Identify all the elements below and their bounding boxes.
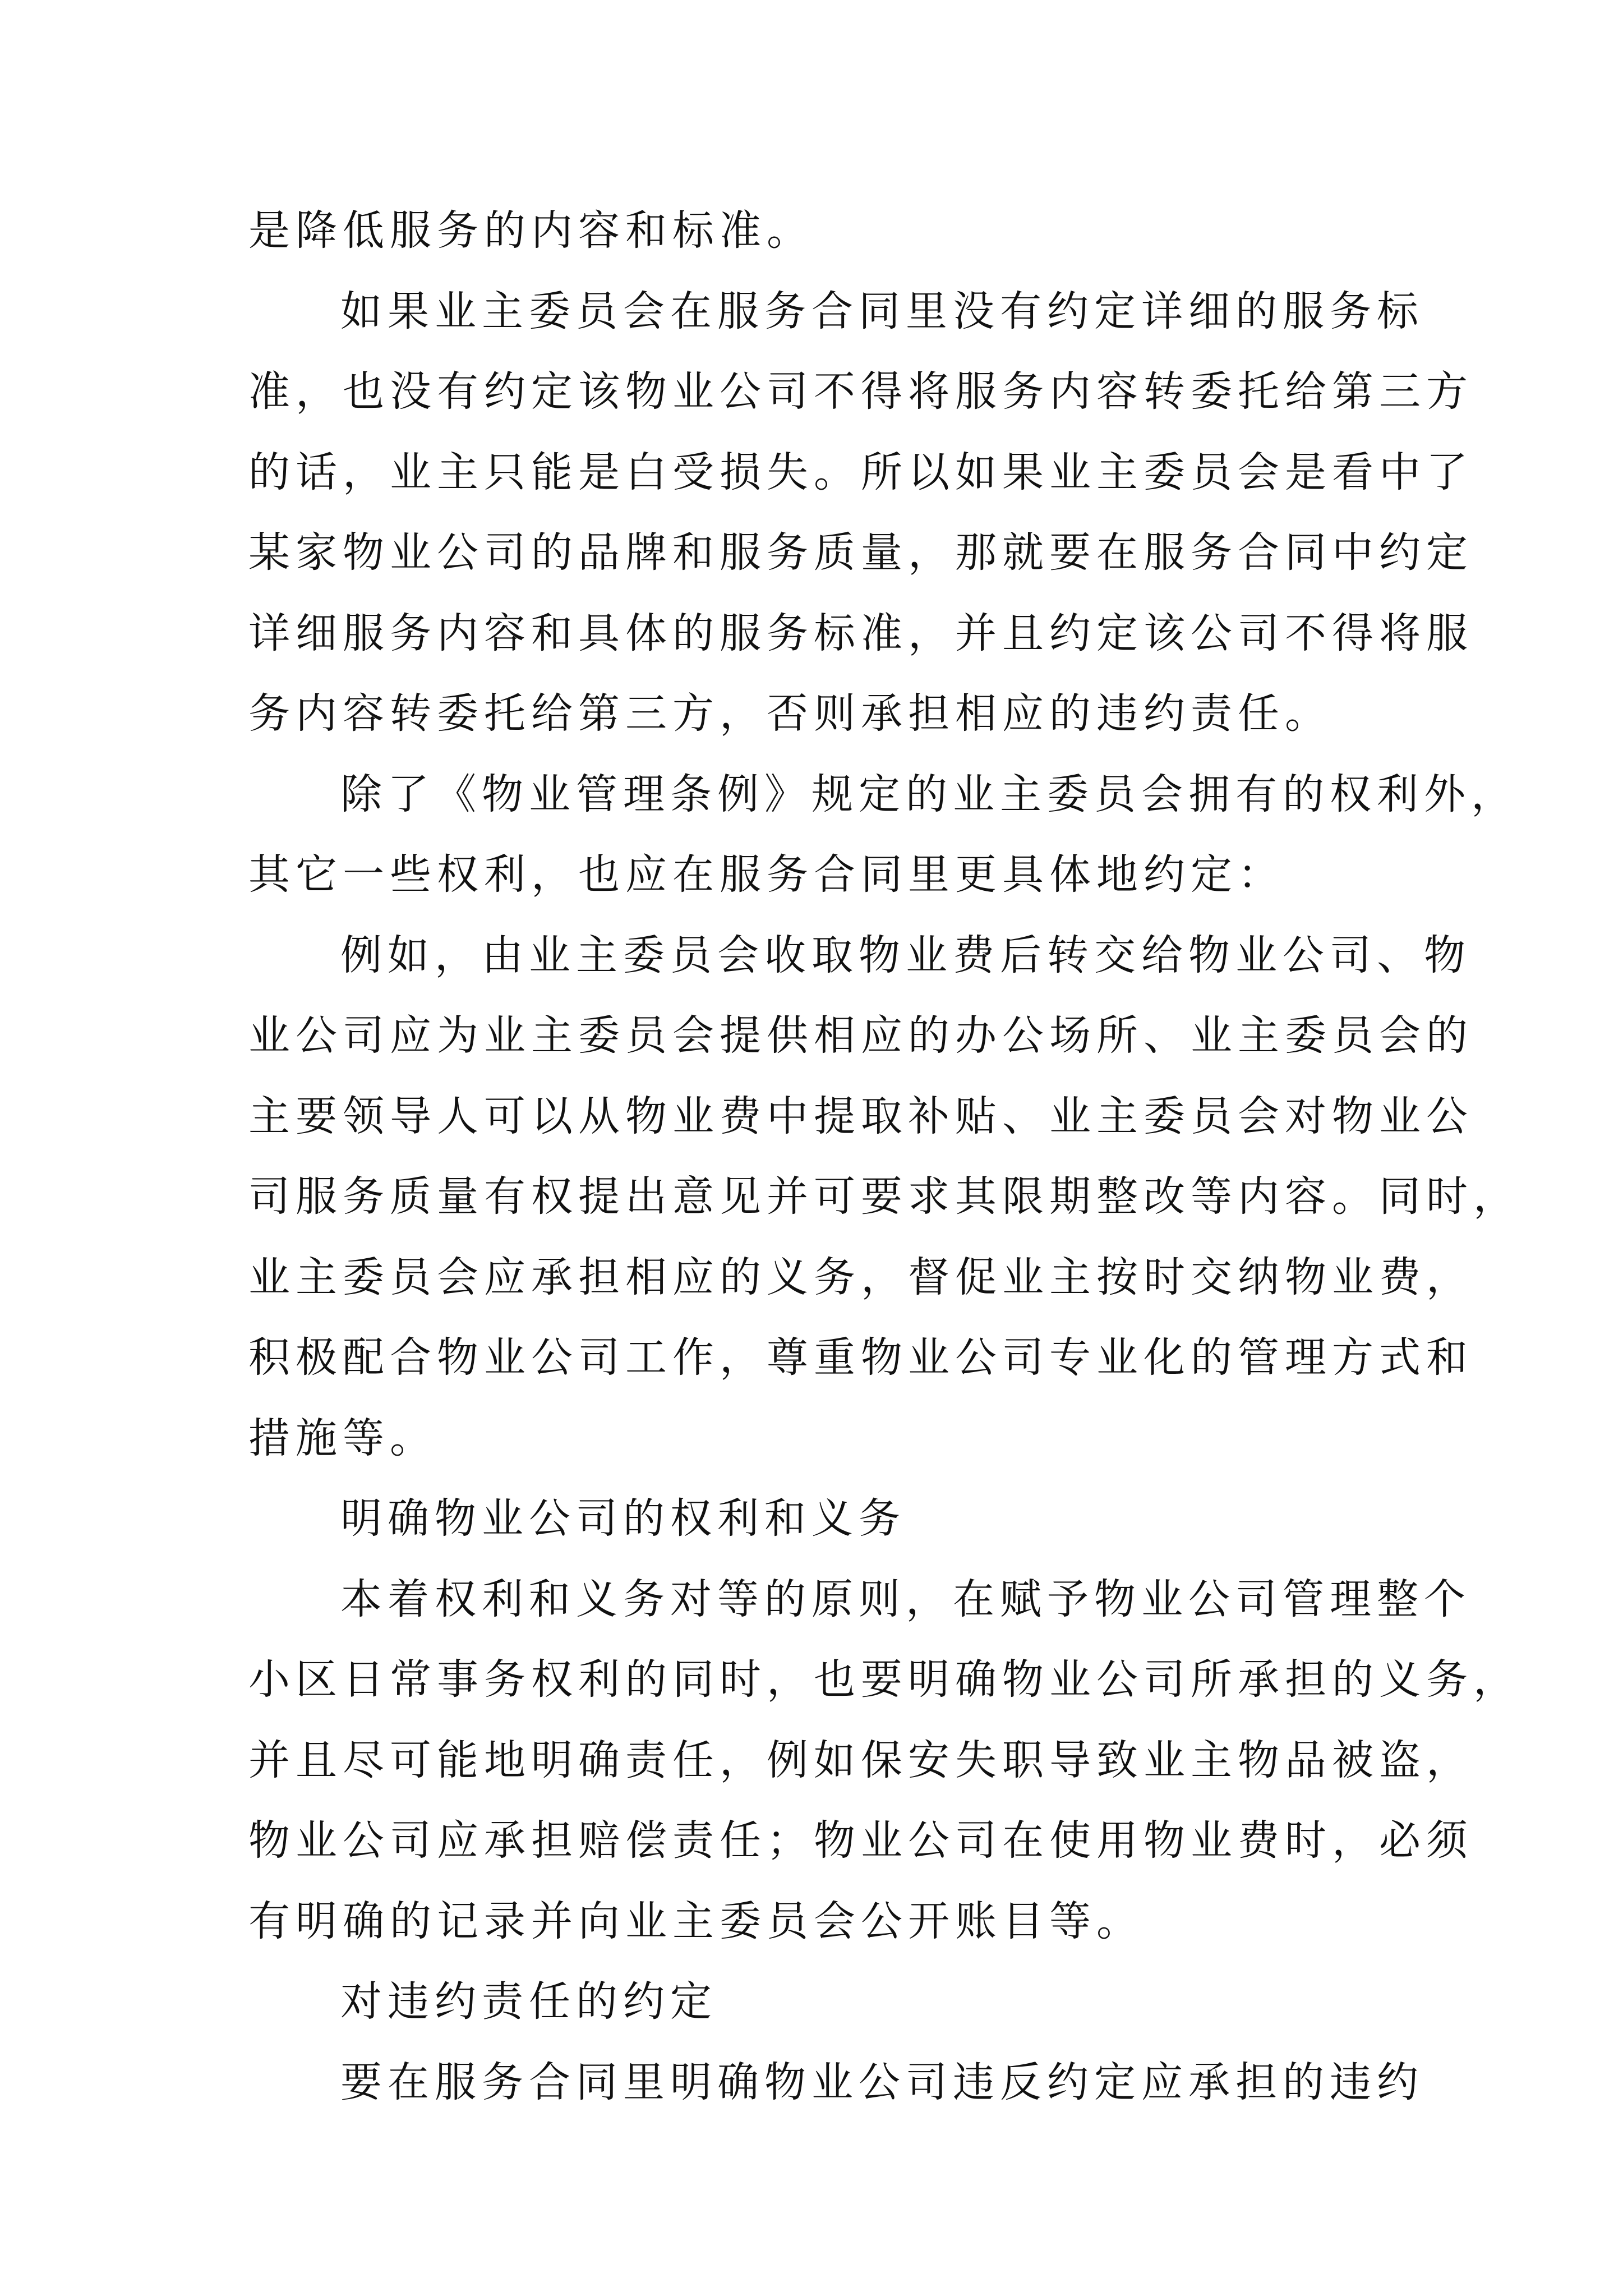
text-line: 例如，由业主委员会收取物业费后转交给物业公司、物 [340,931,1471,979]
text-line: 其它一些权利，也应在服务合同里更具体地约定： [248,850,1285,899]
text-line: 积极配合物业公司工作，尊重物业公司专业化的管理方式和 [248,1333,1473,1382]
text-line: 业公司应为业主委员会提供相应的办公场所、业主委员会的 [248,1011,1473,1060]
section-heading: 对违约责任的约定 [340,1977,717,2026]
text-line: 并且尽可能地明确责任，例如保安失职导致业主物品被盗， [248,1736,1473,1784]
text-line: 物业公司应承担赔偿责任；物业公司在使用物业费时，必须 [248,1816,1473,1865]
text-line: 要在服务合同里明确物业公司违反约定应承担的违约 [340,2058,1424,2106]
text-line: 是降低服务的内容和标准。 [248,206,814,255]
text-line: 某家物业公司的品牌和服务质量，那就要在服务合同中约定 [248,528,1473,577]
text-line: 如果业主委员会在服务合同里没有约定详细的服务标 [340,287,1424,335]
text-line: 有明确的记录并向业主委员会公开账目等。 [248,1897,1144,1945]
text-line: 的话，业主只能是白受损失。所以如果业主委员会是看中了 [248,448,1473,496]
section-heading: 明确物业公司的权利和义务 [340,1494,906,1543]
text-line: 措施等。 [248,1414,437,1462]
text-line: 主要领导人可以从物业费中提取补贴、业主委员会对物业公 [248,1092,1473,1140]
text-line: 除了《物业管理条例》规定的业主委员会拥有的权利外， [340,770,1518,818]
text-line: 准，也没有约定该物业公司不得将服务内容转委托给第三方 [248,367,1473,416]
text-line: 业主委员会应承担相应的义务，督促业主按时交纳物业费， [248,1253,1473,1301]
text-line: 小区日常事务权利的同时，也要明确物业公司所承担的义务， [248,1655,1520,1704]
text-line: 详细服务内容和具体的服务标准，并且约定该公司不得将服 [248,609,1473,657]
text-line: 务内容转委托给第三方，否则承担相应的违约责任。 [248,689,1332,738]
body-text [248,191,1520,2123]
text-line: 本着权利和义务对等的原则，在赋予物业公司管理整个 [340,1575,1471,1623]
text-line: 司服务质量有权提出意见并可要求其限期整改等内容。同时， [248,1172,1520,1221]
